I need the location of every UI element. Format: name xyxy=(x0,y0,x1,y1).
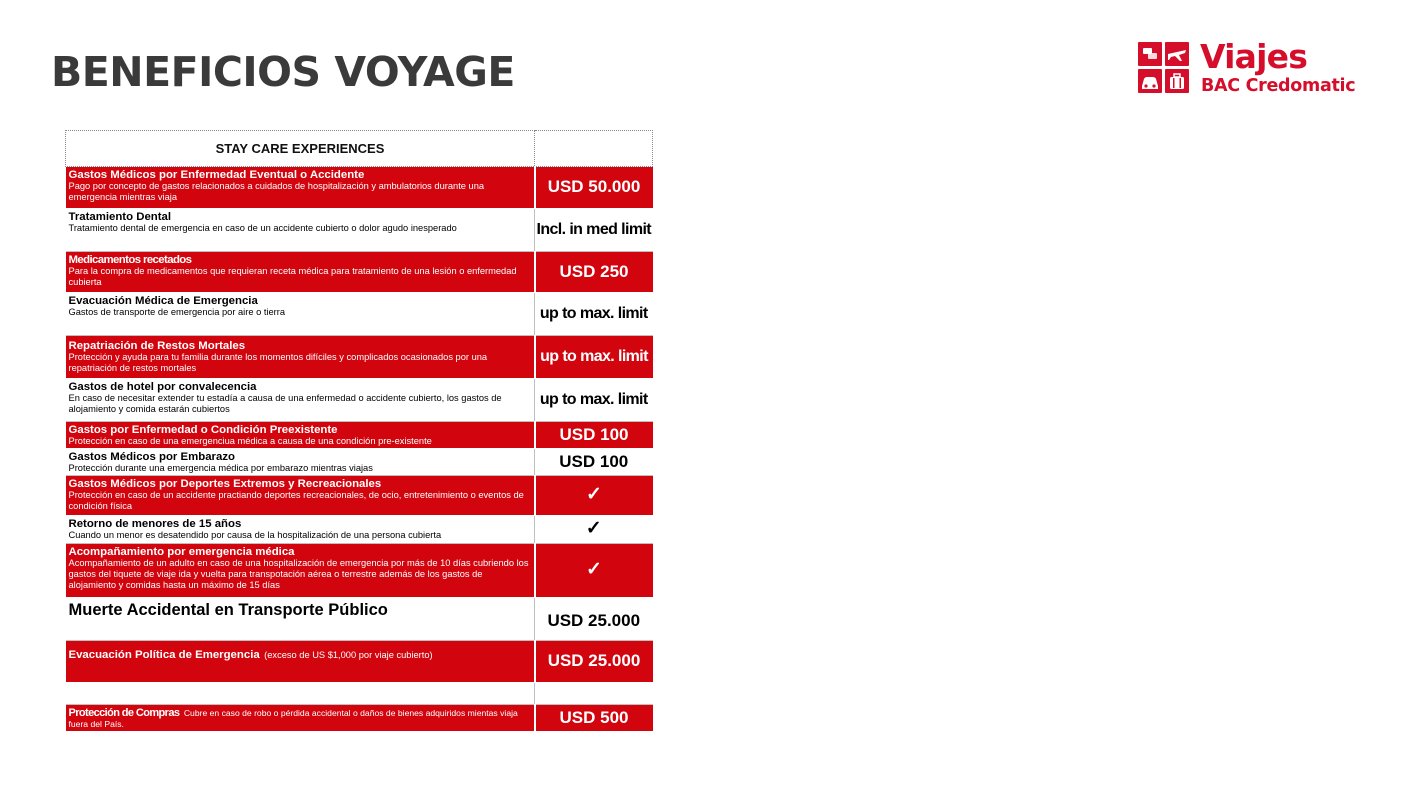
benefit-name: Tratamiento Dental xyxy=(68,211,172,223)
benefit-value-text: up to max. limit xyxy=(539,305,648,322)
benefit-value xyxy=(535,336,653,379)
benefit-name: Medicamentos recetados xyxy=(68,254,192,266)
table-row xyxy=(66,705,653,732)
table-row xyxy=(66,422,653,449)
benefit-description: Cubre en caso de robo o pérdida accidental o daños de bienes adquiridos mientas viaja fuera del País. xyxy=(68,708,518,729)
logo-subtitle: BAC Credomatic xyxy=(1201,76,1356,96)
benefit-name: Protección de Compras xyxy=(68,707,180,719)
check-icon: ✓ xyxy=(586,559,602,580)
page-title: BENEFICIOS VOYAGE xyxy=(51,48,515,96)
table-row xyxy=(66,598,653,641)
benefit-description: Protección y ayuda para tu familia durante los momentos difíciles y complicados ocasionados por una repatriación de restos mortales xyxy=(68,352,488,373)
benefit-cell xyxy=(66,336,535,379)
benefit-description: Tratamiento dental de emergencia en caso de un accidente cubierto o dolor agudo inesperado xyxy=(68,223,457,233)
benefit-name: Repatriación de Restos Mortales xyxy=(68,340,246,352)
benefit-value-text: USD 50.000 xyxy=(547,177,641,196)
benefit-description: (exceso de US $1,000 por viaje cubierto) xyxy=(264,650,433,660)
table-row xyxy=(66,167,653,209)
benefit-value xyxy=(535,544,653,598)
benefit-value-text: up to max. limit xyxy=(540,348,648,365)
benefit-name: Gastos de hotel por convalecencia xyxy=(68,381,257,393)
table-row xyxy=(66,209,653,252)
benefit-name: Evacuación Política de Emergencia xyxy=(68,649,260,661)
benefit-name: Evacuación Médica de Emergencia xyxy=(68,295,258,307)
benefit-description: Protección durante una emergencia médica por embarazo mientras viajas xyxy=(68,463,373,473)
table-row xyxy=(66,449,653,476)
logo-wordmark: Viajes xyxy=(1200,37,1308,76)
benefit-cell xyxy=(66,293,535,336)
benefit-description: Pago por concepto de gastos relacionados a cuidados de hospitalización y ambulatorios durante una emergencia mientras viaja xyxy=(68,181,485,202)
benefit-name: Muerte Accidental en Transporte Público xyxy=(68,601,388,619)
benefit-description: Gastos de transporte de emergencia por aire o tierra xyxy=(68,307,286,317)
benefit-value xyxy=(535,422,653,449)
table-row-empty xyxy=(66,683,653,705)
benefit-cell xyxy=(66,476,535,516)
benefit-value-text: Incl. in med limit xyxy=(536,221,652,238)
benefit-value xyxy=(535,705,653,732)
table-row xyxy=(66,544,653,598)
benefit-description: Protección en caso de una emergenciua médica a causa de una condición pre-existente xyxy=(68,436,432,446)
benefit-value xyxy=(535,379,653,422)
benefit-value xyxy=(535,516,653,544)
benefit-value-text: USD 500 xyxy=(559,707,629,727)
benefit-value xyxy=(535,209,653,252)
benefit-value-text: USD 100 xyxy=(559,451,629,471)
benefit-value xyxy=(535,641,653,683)
empty-cell xyxy=(535,683,653,705)
benefit-description: Cuando un menor es desatendido por causa de la hospitalización de una persona cubierta xyxy=(68,530,442,540)
benefit-cell xyxy=(66,422,535,449)
table-row xyxy=(66,252,653,293)
benefit-value-text: up to max. limit xyxy=(539,391,648,408)
benefit-name: Acompañamiento por emergencia médica xyxy=(68,546,295,558)
benefit-value-text: USD 25.000 xyxy=(547,611,641,630)
benefit-value xyxy=(535,167,653,209)
benefit-value xyxy=(535,293,653,336)
table-row xyxy=(66,641,653,683)
travel-services-icon xyxy=(1138,42,1190,94)
benefit-description: En caso de necesitar extender tu estadía a causa de una enfermedad o accidente cubierto, los gastos de alojamiento y comida estarán cubiertos xyxy=(68,393,502,414)
table-row xyxy=(66,379,653,422)
benefit-name: Retorno de menores de 15 años xyxy=(68,518,242,530)
check-icon: ✓ xyxy=(585,518,602,539)
benefits-table xyxy=(65,130,653,732)
benefit-name: Gastos Médicos por Embarazo xyxy=(68,451,235,463)
benefit-name: Gastos Médicos por Deportes Extremos y Recreacionales xyxy=(68,478,382,490)
benefit-cell xyxy=(66,705,535,732)
benefit-cell xyxy=(66,641,535,683)
table-row xyxy=(66,516,653,544)
benefit-cell xyxy=(66,544,535,598)
table-header-row xyxy=(66,131,653,167)
benefit-cell xyxy=(66,209,535,252)
table-header: STAY CARE EXPERIENCES xyxy=(66,131,535,167)
table-header-empty xyxy=(535,131,653,167)
benefit-name: Gastos Médicos por Enfermedad Eventual o Accidente xyxy=(68,169,365,181)
benefit-value xyxy=(535,252,653,293)
benefit-description: Para la compra de medicamentos que requieran receta médica para tratamiento de una lesión o enfermedad cubierta xyxy=(68,266,517,287)
benefit-cell xyxy=(66,379,535,422)
benefit-cell xyxy=(66,516,535,544)
benefit-value-text: USD 250 xyxy=(559,261,629,281)
table-row xyxy=(66,476,653,516)
benefit-value xyxy=(535,449,653,476)
benefit-name: Gastos por Enfermedad o Condición Preexistente xyxy=(68,424,338,436)
benefit-value-text: USD 25.000 xyxy=(547,651,641,670)
benefit-value xyxy=(535,598,653,641)
empty-cell xyxy=(66,683,535,705)
check-icon: ✓ xyxy=(586,484,602,505)
benefit-description: Protección en caso de un accidente practiando deportes recreacionales, de ocio, entretenimiento o eventos de condición física xyxy=(68,490,524,511)
benefit-cell xyxy=(66,598,535,641)
table-row xyxy=(66,293,653,336)
benefit-value xyxy=(535,476,653,516)
table-row xyxy=(66,336,653,379)
benefit-cell xyxy=(66,252,535,293)
benefit-cell xyxy=(66,167,535,209)
benefit-value-text: USD 100 xyxy=(559,424,629,444)
benefit-cell xyxy=(66,449,535,476)
benefit-description: Acompañamiento de un adulto en caso de una hospitalización de emergencia por más de 10 días cubriendo los gastos del tiquete de viaje ida y vuelta para transpotación aérea o terrestre además de los gastos de alojamiento y comidas hasta un máximo de 15 días xyxy=(68,558,529,590)
